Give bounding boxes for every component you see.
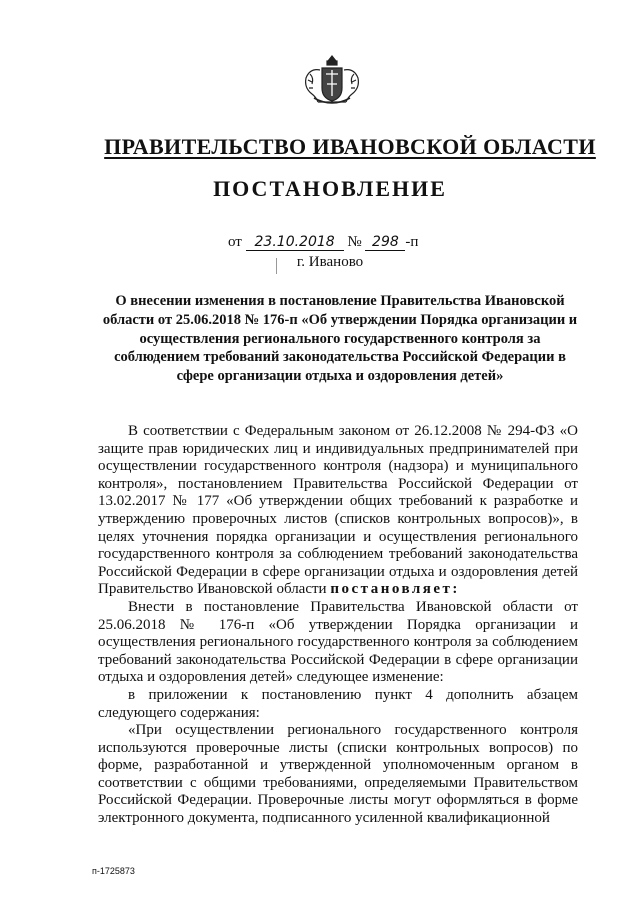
number-label: № <box>347 234 362 250</box>
body-paragraph: Внести в постановление Правительства Ивановской области от 25.06.2018 № 176-п «Об утверждении Порядка организации и осуществления регионального государственного контроля за соблюдением требований законодательства Российской Федерации в сфере организации отдыха и оздоровления детей» следующее изменение: <box>98 598 578 686</box>
date-number-line <box>228 234 418 251</box>
document-code: п-1725873 <box>92 866 135 876</box>
document-body <box>98 423 578 828</box>
margin-mark <box>276 258 277 274</box>
handwritten-number: 298 <box>365 234 405 251</box>
handwritten-date: 23.10.2018 <box>246 234 344 251</box>
subject-heading: О внесении изменения в постановление Правительства Ивановской области от 25.06.2018 № 176-п «Об утверждении Порядка организации и осуществления регионального государственного контроля за соблюдением требований законодательства Российской Федерации в сфере организации отдыха и оздоровления детей» <box>102 293 578 385</box>
government-title: ПРАВИТЕЛЬСТВО ИВАНОВСКОЙ ОБЛАСТИ <box>104 134 596 159</box>
body-paragraph: «При осуществлении регионального государственного контроля используются проверочные листы (списки контрольных вопросов) по форме, разработанной и утвержденной уполномоченным органом в соответствии с общими требованиями, определяемыми Правительством Российской Федерации. Проверочные листы могут оформляться в форме электронного документа, подписанного усиленной квалификационной <box>98 722 578 827</box>
city-line: г. Иваново <box>296 254 364 270</box>
body-paragraph: в приложении к постановлению пункт 4 дополнить абзацем следующего содержания: <box>98 686 578 721</box>
coat-of-arms-emblem <box>300 52 364 112</box>
document-type-heading: ПОСТАНОВЛЕНИЕ <box>213 176 447 201</box>
body-paragraph <box>98 423 578 599</box>
resolution-verb: постановляет: <box>330 581 460 598</box>
paragraph-text: В соответствии с Федеральным законом от 26.12.2008 № 294-ФЗ «О защите прав юридических лиц и индивидуальных предпринимателей при осуществлении государственного контроля (надзора) и муниципального контроля», постановлением Правительства Российской Федерации от 13.02.2017 № 177 «Об утверждении общих требований к разработке и утверждению проверочных листов (списков контрольных вопросов)», в целях уточнения порядка организации и осуществления регионального государственного контроля за соблюдением требований законодательства Российской Федерации в сфере организации отдыха и оздоровления детей Правительство Ивановской области <box>98 423 578 598</box>
number-suffix: -п <box>405 234 419 250</box>
from-label: от <box>228 234 242 250</box>
